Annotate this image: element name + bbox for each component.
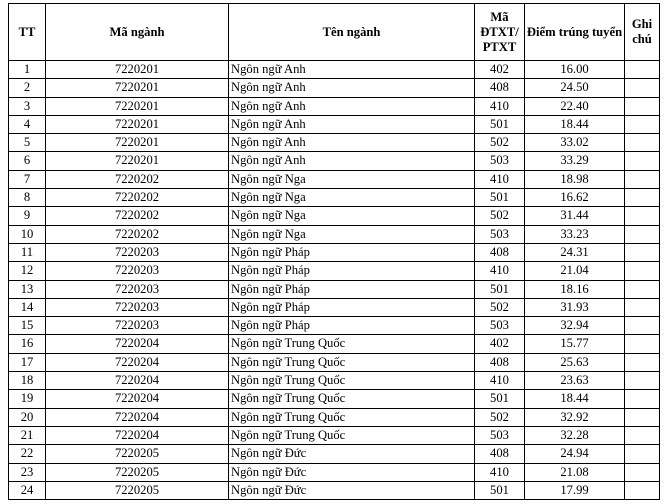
cell-ten-nganh: Ngôn ngữ Đức bbox=[229, 445, 475, 463]
cell-diem: 24.94 bbox=[525, 445, 625, 463]
cell-diem: 18.98 bbox=[525, 170, 625, 188]
cell-ten-nganh: Ngôn ngữ Anh bbox=[229, 97, 475, 115]
table-row bbox=[9, 115, 660, 133]
table-row bbox=[9, 280, 660, 298]
header-ghi-chu: Ghi chú bbox=[625, 4, 660, 61]
admission-scores-table bbox=[8, 3, 660, 500]
cell-ten-nganh: Ngôn ngữ Pháp bbox=[229, 280, 475, 298]
cell-ma-dtxt: 408 bbox=[475, 243, 525, 261]
cell-ma-dtxt: 503 bbox=[475, 225, 525, 243]
cell-diem: 33.29 bbox=[525, 152, 625, 170]
cell-tt: 18 bbox=[9, 372, 46, 390]
cell-tt: 6 bbox=[9, 152, 46, 170]
cell-ma-nganh: 7220205 bbox=[46, 445, 229, 463]
cell-ghi-chu bbox=[625, 134, 660, 152]
table-row bbox=[9, 262, 660, 280]
header-ten-nganh: Tên ngành bbox=[229, 4, 475, 61]
cell-tt: 2 bbox=[9, 79, 46, 97]
table-row bbox=[9, 335, 660, 353]
cell-ten-nganh: Ngôn ngữ Đức bbox=[229, 481, 475, 499]
cell-ma-dtxt: 502 bbox=[475, 408, 525, 426]
table-row bbox=[9, 298, 660, 316]
cell-ma-nganh: 7220205 bbox=[46, 463, 229, 481]
cell-tt: 22 bbox=[9, 445, 46, 463]
cell-diem: 33.23 bbox=[525, 225, 625, 243]
cell-ten-nganh: Ngôn ngữ Trung Quốc bbox=[229, 426, 475, 444]
cell-ma-nganh: 7220204 bbox=[46, 335, 229, 353]
cell-tt: 23 bbox=[9, 463, 46, 481]
cell-ghi-chu bbox=[625, 372, 660, 390]
cell-ma-nganh: 7220204 bbox=[46, 408, 229, 426]
cell-diem: 17.99 bbox=[525, 481, 625, 499]
cell-ma-nganh: 7220202 bbox=[46, 207, 229, 225]
cell-ten-nganh: Ngôn ngữ Anh bbox=[229, 134, 475, 152]
cell-ma-dtxt: 503 bbox=[475, 152, 525, 170]
table-row bbox=[9, 170, 660, 188]
cell-diem: 21.08 bbox=[525, 463, 625, 481]
cell-ten-nganh: Ngôn ngữ Anh bbox=[229, 79, 475, 97]
cell-diem: 32.28 bbox=[525, 426, 625, 444]
cell-ma-nganh: 7220203 bbox=[46, 317, 229, 335]
cell-ma-nganh: 7220204 bbox=[46, 372, 229, 390]
cell-ma-dtxt: 402 bbox=[475, 335, 525, 353]
cell-diem: 23.63 bbox=[525, 372, 625, 390]
cell-ghi-chu bbox=[625, 481, 660, 499]
cell-tt: 9 bbox=[9, 207, 46, 225]
cell-ten-nganh: Ngôn ngữ Đức bbox=[229, 463, 475, 481]
cell-tt: 3 bbox=[9, 97, 46, 115]
table-row bbox=[9, 353, 660, 371]
cell-ghi-chu bbox=[625, 61, 660, 79]
cell-ten-nganh: Ngôn ngữ Pháp bbox=[229, 243, 475, 261]
cell-ten-nganh: Ngôn ngữ Anh bbox=[229, 61, 475, 79]
table-row bbox=[9, 79, 660, 97]
cell-ghi-chu bbox=[625, 280, 660, 298]
cell-ma-dtxt: 410 bbox=[475, 372, 525, 390]
table-row bbox=[9, 225, 660, 243]
cell-tt: 13 bbox=[9, 280, 46, 298]
cell-diem: 33.02 bbox=[525, 134, 625, 152]
cell-ma-nganh: 7220203 bbox=[46, 262, 229, 280]
cell-ghi-chu bbox=[625, 189, 660, 207]
header-row bbox=[9, 4, 660, 61]
cell-ma-nganh: 7220201 bbox=[46, 115, 229, 133]
cell-tt: 20 bbox=[9, 408, 46, 426]
cell-ma-dtxt: 408 bbox=[475, 353, 525, 371]
cell-ma-dtxt: 503 bbox=[475, 426, 525, 444]
cell-diem: 18.16 bbox=[525, 280, 625, 298]
cell-tt: 14 bbox=[9, 298, 46, 316]
table-row bbox=[9, 243, 660, 261]
table-row bbox=[9, 445, 660, 463]
cell-diem: 32.92 bbox=[525, 408, 625, 426]
cell-ma-dtxt: 501 bbox=[475, 189, 525, 207]
cell-tt: 8 bbox=[9, 189, 46, 207]
cell-ma-dtxt: 408 bbox=[475, 79, 525, 97]
cell-diem: 21.04 bbox=[525, 262, 625, 280]
header-tt: TT bbox=[9, 4, 46, 61]
cell-ma-dtxt: 408 bbox=[475, 445, 525, 463]
cell-ten-nganh: Ngôn ngữ Nga bbox=[229, 225, 475, 243]
cell-ten-nganh: Ngôn ngữ Anh bbox=[229, 115, 475, 133]
cell-ghi-chu bbox=[625, 298, 660, 316]
cell-ten-nganh: Ngôn ngữ Pháp bbox=[229, 298, 475, 316]
table-row bbox=[9, 390, 660, 408]
cell-ma-dtxt: 501 bbox=[475, 115, 525, 133]
cell-ma-nganh: 7220205 bbox=[46, 481, 229, 499]
cell-ma-nganh: 7220201 bbox=[46, 61, 229, 79]
cell-ma-dtxt: 402 bbox=[475, 61, 525, 79]
cell-ma-nganh: 7220203 bbox=[46, 298, 229, 316]
cell-ma-nganh: 7220203 bbox=[46, 280, 229, 298]
table-row bbox=[9, 189, 660, 207]
cell-ten-nganh: Ngôn ngữ Trung Quốc bbox=[229, 408, 475, 426]
table-row bbox=[9, 152, 660, 170]
cell-tt: 5 bbox=[9, 134, 46, 152]
cell-ten-nganh: Ngôn ngữ Pháp bbox=[229, 317, 475, 335]
cell-ma-nganh: 7220202 bbox=[46, 170, 229, 188]
cell-tt: 21 bbox=[9, 426, 46, 444]
cell-ghi-chu bbox=[625, 317, 660, 335]
cell-diem: 16.62 bbox=[525, 189, 625, 207]
cell-ghi-chu bbox=[625, 115, 660, 133]
table-row bbox=[9, 97, 660, 115]
cell-ghi-chu bbox=[625, 243, 660, 261]
cell-ghi-chu bbox=[625, 335, 660, 353]
table-row bbox=[9, 463, 660, 481]
table-row bbox=[9, 61, 660, 79]
cell-diem: 16.00 bbox=[525, 61, 625, 79]
cell-tt: 11 bbox=[9, 243, 46, 261]
cell-tt: 24 bbox=[9, 481, 46, 499]
cell-ma-nganh: 7220204 bbox=[46, 353, 229, 371]
table-row bbox=[9, 426, 660, 444]
cell-ghi-chu bbox=[625, 225, 660, 243]
cell-tt: 17 bbox=[9, 353, 46, 371]
cell-ma-nganh: 7220203 bbox=[46, 243, 229, 261]
cell-ma-nganh: 7220204 bbox=[46, 390, 229, 408]
header-ma-nganh: Mã ngành bbox=[46, 4, 229, 61]
cell-ma-dtxt: 501 bbox=[475, 390, 525, 408]
cell-ma-nganh: 7220201 bbox=[46, 134, 229, 152]
cell-diem: 25.63 bbox=[525, 353, 625, 371]
cell-ghi-chu bbox=[625, 463, 660, 481]
cell-ghi-chu bbox=[625, 426, 660, 444]
cell-diem: 32.94 bbox=[525, 317, 625, 335]
cell-tt: 10 bbox=[9, 225, 46, 243]
cell-tt: 12 bbox=[9, 262, 46, 280]
table-row bbox=[9, 372, 660, 390]
cell-ghi-chu bbox=[625, 262, 660, 280]
cell-tt: 19 bbox=[9, 390, 46, 408]
cell-ghi-chu bbox=[625, 79, 660, 97]
cell-ma-nganh: 7220201 bbox=[46, 97, 229, 115]
cell-ten-nganh: Ngôn ngữ Trung Quốc bbox=[229, 390, 475, 408]
cell-ghi-chu bbox=[625, 408, 660, 426]
cell-ghi-chu bbox=[625, 445, 660, 463]
cell-tt: 7 bbox=[9, 170, 46, 188]
table-row bbox=[9, 317, 660, 335]
cell-ghi-chu bbox=[625, 170, 660, 188]
cell-diem: 31.44 bbox=[525, 207, 625, 225]
cell-ma-dtxt: 502 bbox=[475, 298, 525, 316]
cell-ma-dtxt: 502 bbox=[475, 134, 525, 152]
cell-ten-nganh: Ngôn ngữ Nga bbox=[229, 189, 475, 207]
cell-diem: 24.50 bbox=[525, 79, 625, 97]
cell-ten-nganh: Ngôn ngữ Nga bbox=[229, 170, 475, 188]
cell-ma-dtxt: 502 bbox=[475, 207, 525, 225]
header-diem: Điểm trúng tuyển bbox=[525, 4, 625, 61]
cell-tt: 16 bbox=[9, 335, 46, 353]
cell-ma-dtxt: 410 bbox=[475, 97, 525, 115]
cell-ma-nganh: 7220202 bbox=[46, 225, 229, 243]
cell-ten-nganh: Ngôn ngữ Trung Quốc bbox=[229, 372, 475, 390]
cell-tt: 1 bbox=[9, 61, 46, 79]
cell-diem: 15.77 bbox=[525, 335, 625, 353]
cell-ma-dtxt: 501 bbox=[475, 481, 525, 499]
cell-ghi-chu bbox=[625, 207, 660, 225]
table-row bbox=[9, 408, 660, 426]
cell-ma-dtxt: 410 bbox=[475, 463, 525, 481]
cell-diem: 24.31 bbox=[525, 243, 625, 261]
table-row bbox=[9, 207, 660, 225]
cell-ma-nganh: 7220202 bbox=[46, 189, 229, 207]
cell-diem: 18.44 bbox=[525, 115, 625, 133]
table-body bbox=[9, 61, 660, 500]
cell-ma-nganh: 7220201 bbox=[46, 79, 229, 97]
header-ma-dtxt: Mã ĐTXT/ PTXT bbox=[475, 4, 525, 61]
cell-ten-nganh: Ngôn ngữ Pháp bbox=[229, 262, 475, 280]
cell-ten-nganh: Ngôn ngữ Trung Quốc bbox=[229, 335, 475, 353]
table-row bbox=[9, 481, 660, 499]
table-header bbox=[9, 4, 660, 61]
table-row bbox=[9, 134, 660, 152]
cell-ma-nganh: 7220201 bbox=[46, 152, 229, 170]
cell-ma-nganh: 7220204 bbox=[46, 426, 229, 444]
cell-ghi-chu bbox=[625, 390, 660, 408]
cell-ma-dtxt: 410 bbox=[475, 262, 525, 280]
cell-ghi-chu bbox=[625, 97, 660, 115]
cell-diem: 18.44 bbox=[525, 390, 625, 408]
cell-tt: 4 bbox=[9, 115, 46, 133]
cell-ma-dtxt: 410 bbox=[475, 170, 525, 188]
cell-ma-dtxt: 501 bbox=[475, 280, 525, 298]
cell-ghi-chu bbox=[625, 152, 660, 170]
cell-diem: 22.40 bbox=[525, 97, 625, 115]
cell-diem: 31.93 bbox=[525, 298, 625, 316]
cell-ten-nganh: Ngôn ngữ Anh bbox=[229, 152, 475, 170]
cell-ten-nganh: Ngôn ngữ Trung Quốc bbox=[229, 353, 475, 371]
cell-ghi-chu bbox=[625, 353, 660, 371]
cell-tt: 15 bbox=[9, 317, 46, 335]
cell-ten-nganh: Ngôn ngữ Nga bbox=[229, 207, 475, 225]
cell-ma-dtxt: 503 bbox=[475, 317, 525, 335]
admission-scores-sheet bbox=[8, 3, 660, 500]
